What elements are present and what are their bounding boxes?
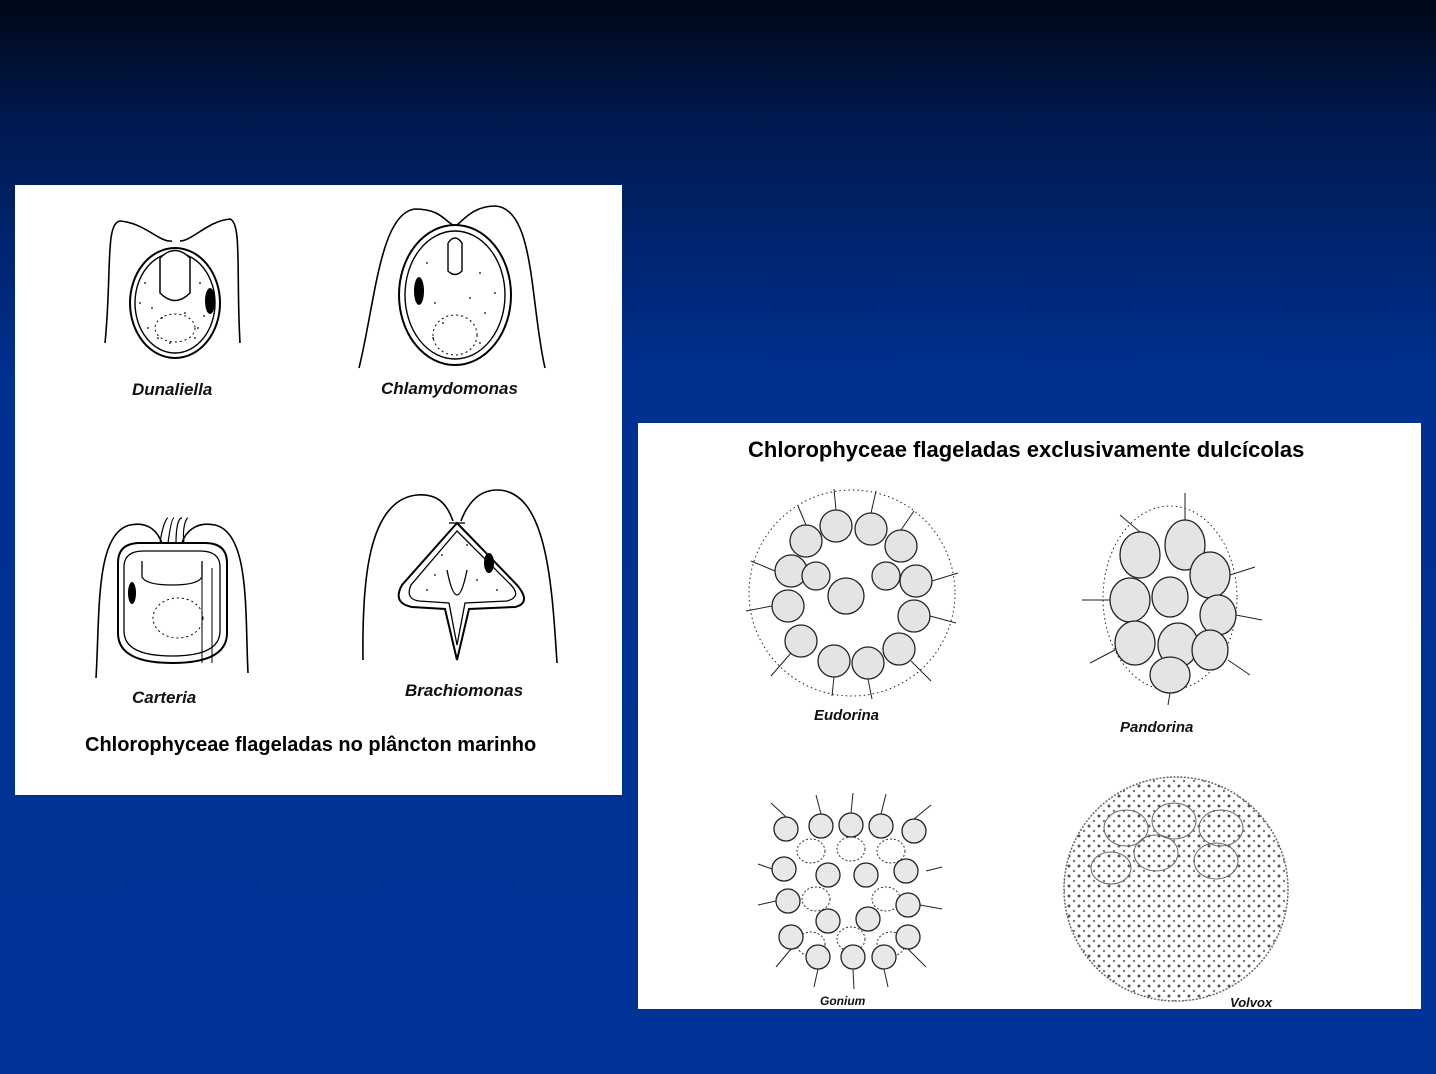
volvox-drawing xyxy=(1056,773,1296,1009)
brachiomonas-drawing xyxy=(357,485,562,670)
gonium-drawing xyxy=(756,789,946,994)
eudorina-drawing xyxy=(736,481,968,703)
gonium-label: Gonium xyxy=(820,994,866,1008)
dunaliella-drawing xyxy=(100,213,250,363)
marine-flagellates-figure xyxy=(15,185,622,795)
chlamydomonas-drawing xyxy=(355,203,550,373)
pandorina-label: Pandorina xyxy=(1120,719,1194,736)
volvox-label: Volvox xyxy=(1230,995,1273,1010)
freshwater-flagellates-figure xyxy=(638,423,1421,1009)
carteria-label: Carteria xyxy=(132,688,197,707)
marine-caption: Chlorophyceae flageladas no plâncton marinho xyxy=(85,734,537,756)
chlamydomonas-label: Chlamydomonas xyxy=(381,379,518,398)
brachiomonas-label: Brachiomonas xyxy=(405,681,524,700)
pandorina-drawing xyxy=(1070,485,1270,707)
dunaliella-label: Dunaliella xyxy=(132,380,213,399)
freshwater-title: Chlorophyceae flageladas exclusivamente dulcícolas xyxy=(748,437,1305,462)
carteria-drawing xyxy=(90,513,255,678)
eudorina-label: Eudorina xyxy=(814,707,880,724)
